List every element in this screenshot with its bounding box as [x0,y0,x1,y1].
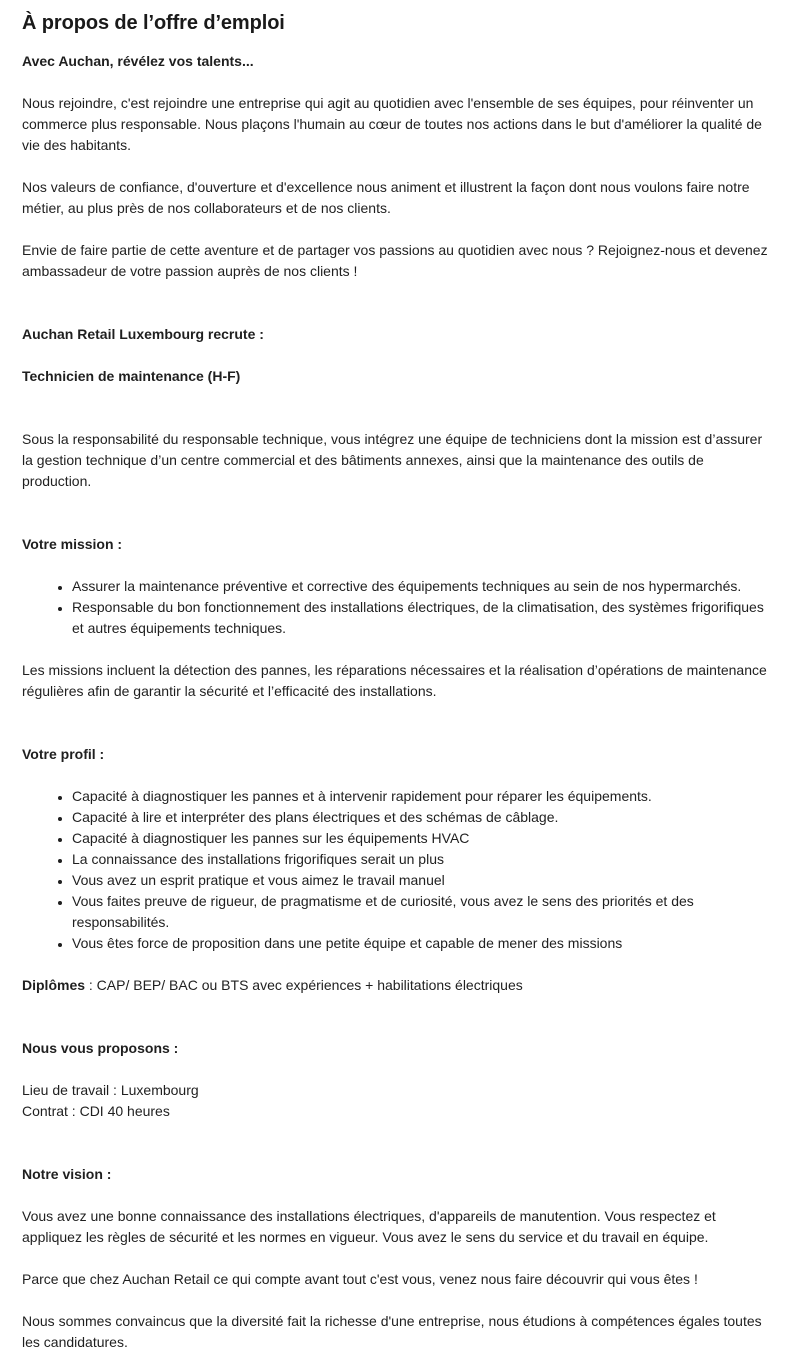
vision-heading: Notre vision : [22,1166,112,1182]
page-title: À propos de l’offre d’emploi [22,12,285,34]
profile-item: • Capacité à diagnostiquer les pannes sur les équipements HVAC [72,828,772,849]
profile-item: • Capacité à diagnostiquer les pannes et à intervenir rapidement pour réparer les équipements. [72,786,772,807]
spacer [22,282,772,303]
intro-paragraph-2: Nos valeurs de confiance, d'ouverture et d'excellence nous animent et illustrent la façon dont nous voulons faire notre métier, au plus près de nos collaborateurs et de nos clients. [22,179,750,216]
spacer [22,345,772,366]
spacer [22,72,772,93]
job-title: Technicien de maintenance (H-F) [22,368,241,384]
intro-paragraph-3: Envie de faire partie de cette aventure et de partager vos passions au quotidien avec nous ? Rejoignez-nous et devenez ambassadeur de votre passion auprès de nos clients ! [22,242,768,279]
spacer [22,1143,772,1164]
profile-list [22,786,772,954]
offer-heading: Nous vous proposons : [22,1040,179,1056]
mission-summary: Les missions incluent la détection des pannes, les réparations nécessaires et la réalisation d’opérations de maintenance régulières afin de garantir la sécurité et l’efficacité des installations. [22,662,767,699]
spacer [22,513,772,534]
spacer [22,954,772,975]
mission-list [22,576,772,639]
spacer [22,1290,772,1311]
mission-item: • Assurer la maintenance préventive et corrective des équipements techniques au sein de nos hypermarchés. [72,576,772,597]
vision-paragraph-1: Vous avez une bonne connaissance des installations électriques, d'appareils de manutention. Vous respectez et appliquez les règles de sécurité et les normes en vigueur. Vous avez le sens du service et du travail en équipe. [22,1208,716,1245]
spacer [22,1122,772,1143]
profile-item: • La connaissance des installations frigorifiques serait un plus [72,849,772,870]
profile-item: • Capacité à lire et interpréter des plans électriques et des schémas de câblage. [72,807,772,828]
spacer [22,1185,772,1206]
profile-item: • Vous êtes force de proposition dans une petite équipe et capable de mener des missions [72,933,772,954]
spacer [22,555,772,576]
vision-paragraph-2: Parce que chez Auchan Retail ce qui compte avant tout c'est vous, venez nous faire découvrir qui vous êtes ! [22,1271,698,1287]
job-content [22,51,772,1353]
spacer [22,1248,772,1269]
spacer [22,1017,772,1038]
spacer [22,765,772,786]
spacer [22,492,772,513]
spacer [22,996,772,1017]
diplomas-value: : CAP/ BEP/ BAC ou BTS avec expériences + habilitations électriques [85,977,523,993]
profile-item: • Vous avez un esprit pratique et vous aimez le travail manuel [72,870,772,891]
offer-location: Lieu de travail : Luxembourg [22,1082,199,1098]
diplomas [22,975,772,996]
spacer [22,387,772,408]
profile-item: • Vous faites preuve de rigueur, de pragmatisme et de curiosité, vous avez le sens des priorités et des responsabilités. [72,891,772,933]
job-context: Sous la responsabilité du responsable technique, vous intégrez une équipe de techniciens dont la mission est d’assurer la gestion technique d’un centre commercial et des bâtiments annexes, ainsi que la maintenance des outils de production. [22,431,763,489]
intro-tagline: Avec Auchan, révélez vos talents... [22,53,254,69]
spacer [22,639,772,660]
spacer [22,408,772,429]
profile-heading: Votre profil : [22,746,105,762]
spacer [22,219,772,240]
spacer [22,1059,772,1080]
spacer [22,702,772,723]
spacer [22,723,772,744]
spacer [22,303,772,324]
diplomas-label: Diplômes [22,977,86,993]
vision-paragraph-3: Nous sommes convaincus que la diversité fait la richesse d'une entreprise, nous étudions à compétences égales toutes les candidatures. [22,1313,762,1350]
recruit-heading: Auchan Retail Luxembourg recrute : [22,326,264,342]
offer-contract: Contrat : CDI 40 heures [22,1103,170,1119]
intro-paragraph-1: Nous rejoindre, c'est rejoindre une entreprise qui agit au quotidien avec l'ensemble de ses équipes, pour réinventer un commerce plus responsable. Nous plaçons l'humain au cœur de toutes nos actions dans le but d'améliorer la qualité de vie des habitants. [22,95,762,153]
mission-heading: Votre mission : [22,536,123,552]
mission-item: • Responsable du bon fonctionnement des installations électriques, de la climatisation, des systèmes frigorifiques et autres équipements techniques. [72,597,772,639]
spacer [22,156,772,177]
